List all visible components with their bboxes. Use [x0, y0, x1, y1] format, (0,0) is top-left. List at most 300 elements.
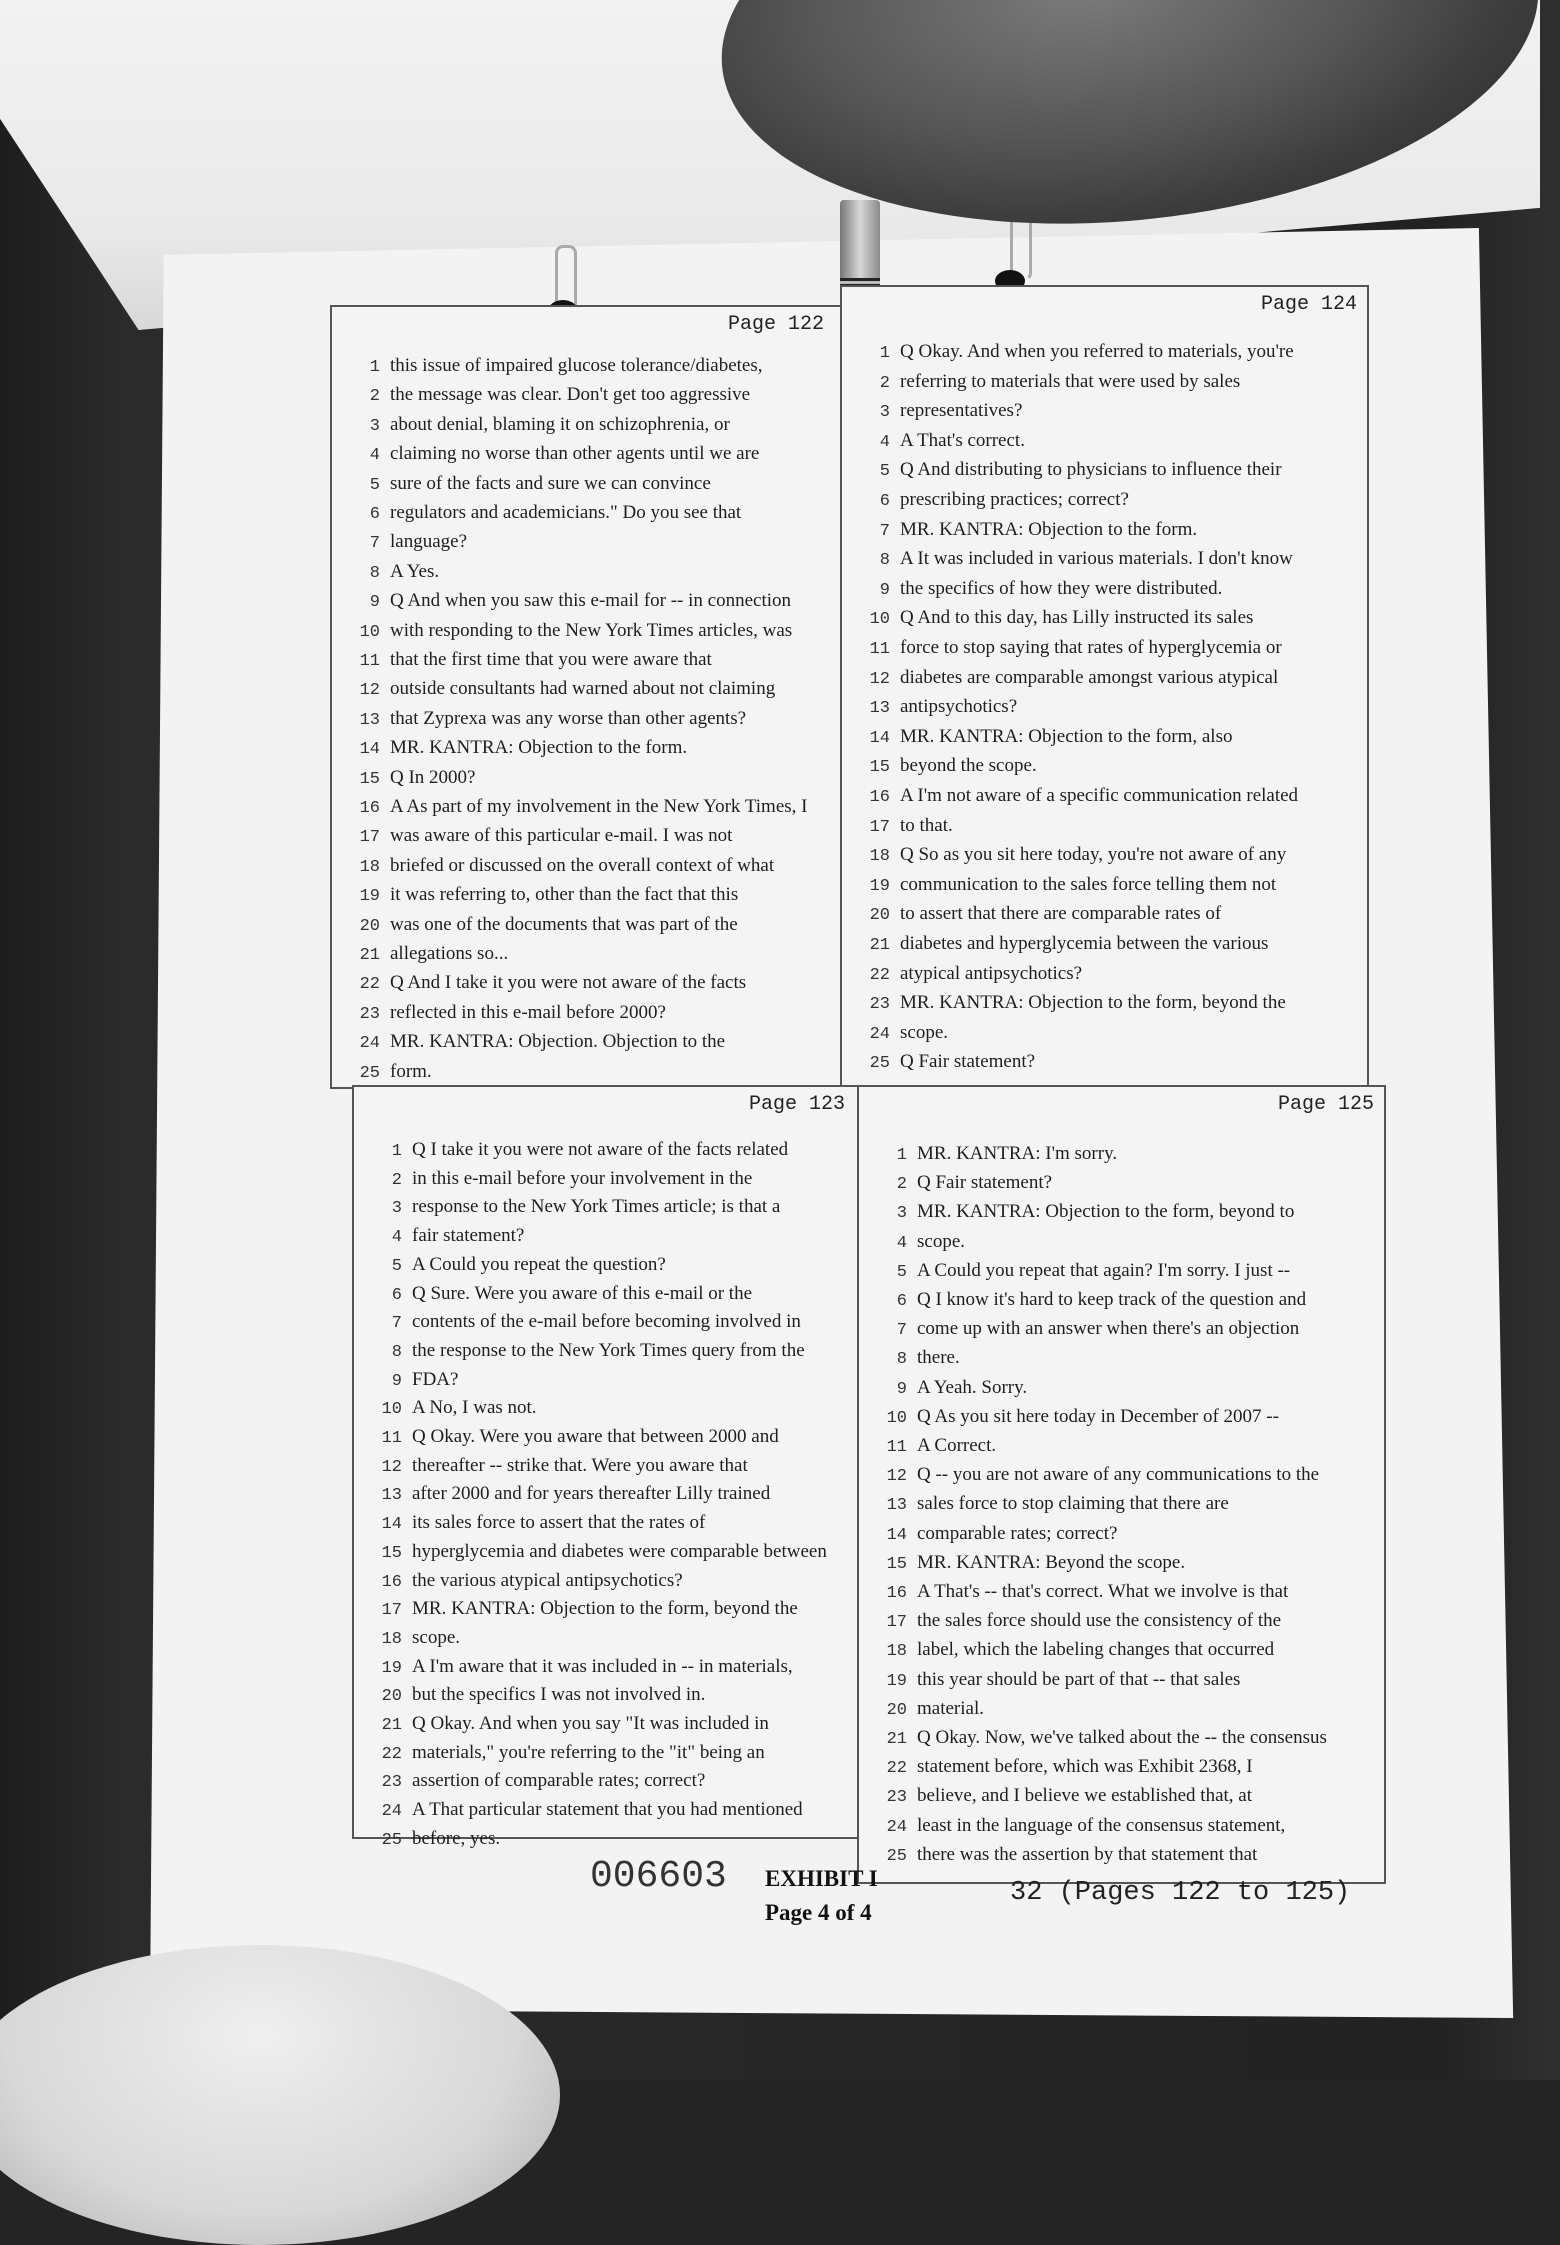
transcript-line	[859, 1143, 1117, 1173]
transcript-line	[859, 1172, 1052, 1202]
line-number: 14	[381, 1515, 402, 1535]
line-text: in this e-mail before your involvement in the	[412, 1167, 753, 1189]
line-number: 18	[381, 1629, 402, 1649]
transcript-line	[354, 1799, 803, 1829]
transcript-line	[332, 914, 738, 944]
line-number: 11	[869, 640, 890, 659]
line-text: A No, I was not.	[412, 1397, 537, 1419]
transcript-line	[354, 1742, 765, 1772]
line-text: representatives?	[900, 400, 1023, 422]
transcript-line	[842, 400, 1022, 430]
line-text: Q And I take it you were not aware of the facts	[390, 972, 747, 994]
line-text: Q And to this day, has Lilly instructed its sales	[900, 607, 1254, 629]
transcript-line	[354, 1196, 780, 1226]
line-text: reflected in this e-mail before 2000?	[390, 1001, 666, 1023]
transcript-line	[842, 785, 1298, 815]
line-text: the sales force should use the consistency of the	[917, 1610, 1282, 1632]
line-text: A That particular statement that you had mentioned	[412, 1799, 803, 1821]
line-text: Q So as you sit here today, you're not aware of any	[900, 844, 1287, 866]
transcript-line	[859, 1785, 1252, 1815]
line-text: beyond the scope.	[900, 755, 1037, 777]
line-text: MR. KANTRA: I'm sorry.	[917, 1143, 1118, 1164]
transcript-line	[842, 696, 1017, 726]
exhibit-label: EXHIBIT I	[765, 1866, 878, 1891]
transcript-line	[354, 1311, 801, 1341]
line-number: 5	[391, 1256, 402, 1276]
line-number: 23	[869, 995, 890, 1015]
transcript-line	[332, 678, 775, 708]
line-text: thereafter -- strike that. Were you aware that	[412, 1454, 748, 1476]
line-number: 11	[886, 1438, 907, 1457]
line-number: 15	[886, 1554, 907, 1574]
line-number: 11	[381, 1429, 402, 1448]
line-text: Q Okay. Were you aware that between 2000 and	[412, 1426, 779, 1447]
transcript-line	[332, 708, 746, 738]
line-text: assertion of comparable rates; correct?	[412, 1770, 706, 1792]
line-number: 18	[886, 1642, 907, 1662]
transcript-line	[859, 1610, 1281, 1640]
line-number: 4	[879, 432, 890, 452]
line-text: A I'm not aware of a specific communication related	[900, 785, 1299, 806]
line-text: language?	[390, 531, 468, 553]
line-number: 10	[381, 1400, 402, 1420]
transcript-line	[332, 943, 508, 973]
line-number: 6	[896, 1292, 907, 1311]
line-number: 15	[381, 1543, 402, 1563]
transcript-line	[332, 796, 807, 826]
line-number: 12	[359, 681, 380, 701]
line-text: the response to the New York Times query from the	[412, 1339, 805, 1361]
line-text: about denial, blaming it on schizophrenia, or	[390, 413, 730, 435]
line-text: referring to materials that were used by sales	[900, 370, 1241, 392]
transcript-line	[354, 1684, 705, 1714]
line-text: scope.	[900, 1021, 949, 1043]
transcript-line	[332, 1002, 666, 1032]
line-text: MR. KANTRA: Beyond the scope.	[917, 1551, 1186, 1573]
page-number-label: Page 123	[748, 1093, 845, 1116]
transcript-line	[354, 1598, 798, 1628]
line-number: 17	[359, 828, 380, 848]
line-text: contents of the e-mail before becoming involved in	[412, 1311, 801, 1333]
line-text: comparable rates; correct?	[917, 1522, 1118, 1544]
line-text: believe, and I believe we established that, at	[917, 1785, 1253, 1807]
line-number: 13	[886, 1496, 907, 1516]
transcript-line	[332, 972, 746, 1002]
transcript-line	[859, 1727, 1327, 1757]
line-text: MR. KANTRA: Objection to the form.	[390, 737, 688, 759]
line-number: 22	[381, 1744, 402, 1764]
page-number-label: Page 122	[727, 313, 824, 336]
line-text: A That's -- that's correct. What we involve is that	[917, 1581, 1289, 1602]
line-number: 23	[359, 1004, 380, 1024]
transcript-line	[859, 1406, 1279, 1436]
line-number: 5	[369, 475, 380, 495]
line-number: 4	[369, 446, 380, 466]
line-text: Q Okay. Now, we've talked about the -- the consensus	[917, 1727, 1327, 1748]
line-text: was aware of this particular e-mail. I was not	[390, 825, 733, 847]
line-text: Q I take it you were not aware of the facts related	[412, 1139, 789, 1160]
transcript-line	[842, 548, 1293, 578]
transcript-line	[332, 443, 759, 473]
transcript-line	[354, 1627, 460, 1657]
line-number: 20	[359, 916, 380, 936]
line-number: 8	[879, 551, 890, 571]
line-text: material.	[917, 1697, 984, 1719]
transcript-line	[859, 1464, 1319, 1494]
line-number: 3	[879, 403, 890, 423]
line-text: the specifics of how they were distributed.	[900, 577, 1223, 599]
line-text: MR. KANTRA: Objection to the form.	[900, 518, 1198, 540]
line-text: scope.	[917, 1230, 966, 1252]
line-number: 24	[886, 1817, 907, 1837]
line-number: 13	[381, 1486, 402, 1506]
line-number: 7	[391, 1314, 402, 1334]
line-number: 2	[879, 373, 890, 393]
line-number: 25	[381, 1830, 402, 1850]
line-number: 9	[896, 1379, 907, 1399]
transcript-line	[842, 519, 1197, 549]
line-text: its sales force to assert that the rates of	[412, 1512, 706, 1534]
line-number: 20	[869, 906, 890, 926]
line-text: prescribing practices; correct?	[900, 489, 1129, 510]
transcript-line	[859, 1844, 1257, 1874]
line-text: fair statement?	[412, 1225, 525, 1247]
line-text: that Zyprexa was any worse than other agents?	[390, 707, 747, 729]
transcript-line	[332, 737, 687, 767]
line-text: this year should be part of that -- that sales	[917, 1668, 1241, 1690]
line-text: the various atypical antipsychotics?	[412, 1569, 683, 1591]
line-number: 2	[391, 1170, 402, 1190]
line-text: A Could you repeat that again? I'm sorry. I just --	[917, 1259, 1291, 1281]
line-text: Q Okay. And when you referred to materials, you're	[900, 341, 1294, 362]
line-text: Q As you sit here today in December of 2007 --	[917, 1405, 1279, 1427]
line-number: 10	[886, 1408, 907, 1428]
line-number: 9	[879, 580, 890, 600]
line-text: sales force to stop claiming that there are	[917, 1493, 1229, 1515]
transcript-line	[842, 578, 1222, 608]
line-text: that the first time that you were aware that	[390, 649, 712, 670]
page-number-label: Page 125	[1277, 1093, 1374, 1116]
transcript-line	[332, 825, 732, 855]
line-text: Q Okay. And when you say "It was included in	[412, 1713, 769, 1734]
line-number: 6	[391, 1285, 402, 1305]
line-number: 21	[886, 1730, 907, 1749]
line-text: A Could you repeat the question?	[412, 1253, 666, 1275]
transcript-line	[842, 489, 1129, 519]
line-number: 25	[886, 1846, 907, 1866]
line-text: materials," you're referring to the "it" being an	[412, 1741, 765, 1763]
line-text: before, yes.	[412, 1827, 501, 1849]
transcript-line	[842, 637, 1282, 667]
transcript-line	[842, 341, 1294, 371]
line-text: atypical antipsychotics?	[900, 962, 1083, 984]
line-text: Q And when you saw this e-mail for -- in connection	[390, 590, 792, 612]
line-number: 16	[381, 1572, 402, 1592]
line-number: 18	[359, 857, 380, 877]
transcript-page-3	[352, 1085, 861, 1850]
line-number: 22	[359, 975, 380, 995]
line-text: to that.	[900, 814, 953, 836]
line-text: MR. KANTRA: Objection to the form, beyond the	[412, 1598, 798, 1620]
line-text: but the specifics I was not involved in.	[412, 1684, 706, 1706]
transcript-line	[332, 531, 467, 561]
transcript-line	[354, 1397, 537, 1427]
line-text: Q And distributing to physicians to influence their	[900, 459, 1282, 481]
transcript-line	[859, 1377, 1027, 1407]
transcript-line	[842, 726, 1232, 756]
line-text: outside consultants had warned about not claiming	[390, 678, 776, 700]
line-text: regulators and academicians." Do you see that	[390, 502, 742, 523]
line-number: 20	[886, 1700, 907, 1720]
line-number: 21	[381, 1716, 402, 1735]
line-number: 14	[886, 1525, 907, 1545]
transcript-line	[859, 1523, 1117, 1553]
transcript-line	[859, 1581, 1288, 1611]
transcript-line	[332, 502, 741, 532]
line-text: MR. KANTRA: Objection to the form, beyond the	[900, 992, 1286, 1014]
line-number: 7	[369, 534, 380, 554]
transcript-line	[332, 561, 439, 591]
transcript-line	[354, 1369, 458, 1399]
line-number: 15	[359, 769, 380, 789]
line-number: 19	[359, 887, 380, 907]
line-text: after 2000 and for years thereafter Lilly trained	[412, 1483, 771, 1505]
line-number: 16	[869, 788, 890, 807]
line-text: Q Fair statement?	[900, 1051, 1036, 1073]
line-text: MR. KANTRA: Objection to the form, also	[900, 725, 1233, 747]
line-number: 1	[879, 344, 890, 363]
transcript-line	[354, 1656, 793, 1686]
transcript-line	[842, 1051, 1035, 1081]
line-number: 3	[896, 1204, 907, 1224]
transcript-line	[354, 1770, 705, 1800]
line-number: 8	[896, 1350, 907, 1370]
transcript-line	[332, 414, 730, 444]
line-number: 19	[381, 1658, 402, 1678]
line-text: A I'm aware that it was included in -- in materials,	[412, 1655, 793, 1677]
line-text: label, which the labeling changes that occurred	[917, 1639, 1275, 1661]
line-text: antipsychotics?	[900, 696, 1018, 718]
transcript-line	[332, 884, 738, 914]
transcript-line	[332, 1031, 725, 1061]
line-text: Q I know it's hard to keep track of the question and	[917, 1289, 1307, 1310]
line-text: MR. KANTRA: Objection to the form, beyond to	[917, 1201, 1295, 1223]
line-number: 24	[381, 1802, 402, 1822]
line-text: sure of the facts and sure we can convince	[390, 472, 711, 494]
transcript-line	[354, 1483, 770, 1513]
line-text: response to the New York Times article; is that a	[412, 1196, 781, 1218]
line-number: 7	[896, 1321, 907, 1341]
transcript-line	[859, 1669, 1240, 1699]
line-text: Q -- you are not aware of any communications to the	[917, 1464, 1320, 1486]
transcript-line	[354, 1139, 788, 1169]
line-number: 18	[869, 847, 890, 867]
transcript-page-4	[857, 1085, 1386, 1884]
line-number: 5	[879, 462, 890, 482]
line-number: 10	[869, 610, 890, 630]
line-number: 24	[869, 1024, 890, 1044]
transcript-line	[842, 992, 1286, 1022]
line-text: statement before, which was Exhibit 2368, I	[917, 1756, 1253, 1778]
line-text: was one of the documents that was part of the	[390, 913, 738, 935]
transcript-line	[332, 355, 763, 385]
line-number: 1	[896, 1146, 907, 1165]
line-text: diabetes are comparable amongst various atypical	[900, 666, 1279, 688]
line-number: 14	[869, 728, 890, 748]
transcript-line	[332, 473, 711, 503]
transcript-line	[332, 590, 791, 620]
transcript-line	[332, 649, 712, 679]
line-text: A That's correct.	[900, 429, 1025, 451]
transcript-line	[354, 1570, 683, 1600]
line-number: 22	[869, 965, 890, 985]
transcript-page-1	[330, 305, 844, 1089]
transcript-line	[354, 1168, 752, 1198]
transcript-line	[859, 1201, 1294, 1231]
line-number: 5	[896, 1262, 907, 1282]
line-text: briefed or discussed on the overall context of what	[390, 854, 775, 876]
transcript-line	[842, 1022, 948, 1052]
line-number: 8	[391, 1342, 402, 1362]
line-text: communication to the sales force telling them not	[900, 873, 1277, 895]
line-number: 10	[359, 622, 380, 642]
line-text: A Yeah. Sorry.	[917, 1376, 1028, 1398]
line-text: come up with an answer when there's an objection	[917, 1318, 1300, 1340]
transcript-line	[842, 755, 1037, 785]
page-of-label: Page 4 of 4	[765, 1900, 872, 1925]
transcript-line	[842, 844, 1286, 874]
line-text: it was referring to, other than the fact that this	[390, 884, 739, 906]
line-text: to assert that there are comparable rates of	[900, 903, 1222, 925]
line-number: 13	[869, 699, 890, 719]
transcript-line	[859, 1756, 1253, 1786]
line-text: allegations so...	[390, 943, 509, 964]
line-number: 21	[359, 946, 380, 965]
pages-range-label: 32 (Pages 122 to 125)	[1010, 1878, 1351, 1908]
transcript-line	[842, 815, 953, 845]
line-number: 12	[381, 1457, 402, 1477]
line-text: FDA?	[412, 1368, 459, 1390]
line-number: 19	[869, 876, 890, 896]
line-number: 17	[869, 817, 890, 837]
line-number: 17	[886, 1613, 907, 1633]
line-text: Q Sure. Were you aware of this e-mail or the	[412, 1282, 753, 1304]
line-number: 23	[381, 1773, 402, 1793]
line-number: 25	[359, 1063, 380, 1083]
line-number: 4	[896, 1233, 907, 1253]
line-number: 1	[391, 1142, 402, 1161]
line-number: 4	[391, 1228, 402, 1248]
line-number: 25	[869, 1054, 890, 1074]
line-number: 17	[381, 1601, 402, 1621]
line-number: 7	[879, 521, 890, 541]
transcript-line	[354, 1713, 769, 1743]
transcript-line	[859, 1639, 1274, 1669]
line-number: 9	[391, 1371, 402, 1391]
transcript-line	[842, 371, 1240, 401]
line-number: 22	[886, 1759, 907, 1779]
transcript-line	[842, 607, 1253, 637]
line-number: 21	[869, 936, 890, 955]
transcript-line	[842, 459, 1282, 489]
line-number: 15	[869, 758, 890, 778]
transcript-line	[354, 1283, 752, 1313]
transcript-line	[842, 903, 1221, 933]
line-number: 12	[869, 669, 890, 689]
line-number: 24	[359, 1034, 380, 1054]
transcript-line	[332, 384, 750, 414]
round-object	[0, 1945, 560, 2245]
line-text: A Yes.	[390, 560, 440, 582]
line-number: 11	[359, 652, 380, 671]
line-number: 1	[369, 358, 380, 377]
line-number: 9	[369, 593, 380, 613]
line-text: Q In 2000?	[390, 766, 476, 788]
transcript-line	[332, 767, 475, 797]
line-number: 2	[896, 1175, 907, 1195]
page-number-label: Page 124	[1260, 293, 1357, 316]
bates-number: 006603	[590, 1855, 727, 1898]
transcript-line	[859, 1318, 1299, 1348]
line-number: 23	[886, 1788, 907, 1808]
transcript-line	[354, 1512, 705, 1542]
transcript-line	[332, 855, 774, 885]
line-number: 20	[381, 1687, 402, 1707]
line-text: the message was clear. Don't get too aggressive	[390, 384, 751, 406]
line-number: 6	[879, 492, 890, 511]
line-text: A As part of my involvement in the New York Times, I	[390, 796, 808, 817]
line-text: A It was included in various materials. I don't know	[900, 548, 1293, 570]
line-text: there was the assertion by that statement that	[917, 1843, 1258, 1865]
line-text: least in the language of the consensus statement,	[917, 1814, 1286, 1836]
line-text: with responding to the New York Times articles, was	[390, 619, 793, 641]
transcript-line	[859, 1815, 1285, 1845]
transcript-line	[354, 1426, 779, 1456]
transcript-line	[842, 430, 1025, 460]
transcript-line	[332, 620, 792, 650]
line-text: claiming no worse than other agents until we are	[390, 443, 760, 465]
line-number: 16	[886, 1584, 907, 1603]
line-number: 6	[369, 505, 380, 524]
line-number: 16	[359, 799, 380, 818]
transcript-line	[842, 667, 1278, 697]
line-text: force to stop saying that rates of hyperglycemia or	[900, 637, 1282, 658]
transcript-line	[354, 1541, 827, 1571]
transcript-line	[859, 1493, 1229, 1523]
transcript-line	[354, 1455, 748, 1485]
line-number: 19	[886, 1671, 907, 1691]
transcript-line	[354, 1340, 805, 1370]
transcript-line	[842, 933, 1268, 963]
transcript-line	[859, 1698, 984, 1728]
transcript-line	[354, 1828, 500, 1858]
line-number: 3	[391, 1199, 402, 1219]
line-text: form.	[390, 1060, 432, 1082]
line-text: scope.	[412, 1626, 461, 1648]
transcript-line	[859, 1552, 1185, 1582]
line-text: this issue of impaired glucose tolerance/diabetes,	[390, 355, 763, 376]
line-text: hyperglycemia and diabetes were comparable between	[412, 1540, 827, 1562]
transcript-line	[859, 1260, 1290, 1290]
transcript-line	[859, 1435, 996, 1465]
transcript-line	[842, 874, 1276, 904]
transcript-line	[859, 1347, 960, 1377]
line-text: there.	[917, 1347, 960, 1369]
line-number: 13	[359, 710, 380, 730]
line-number: 2	[369, 387, 380, 407]
line-number: 3	[369, 416, 380, 436]
transcript-line	[859, 1231, 965, 1261]
